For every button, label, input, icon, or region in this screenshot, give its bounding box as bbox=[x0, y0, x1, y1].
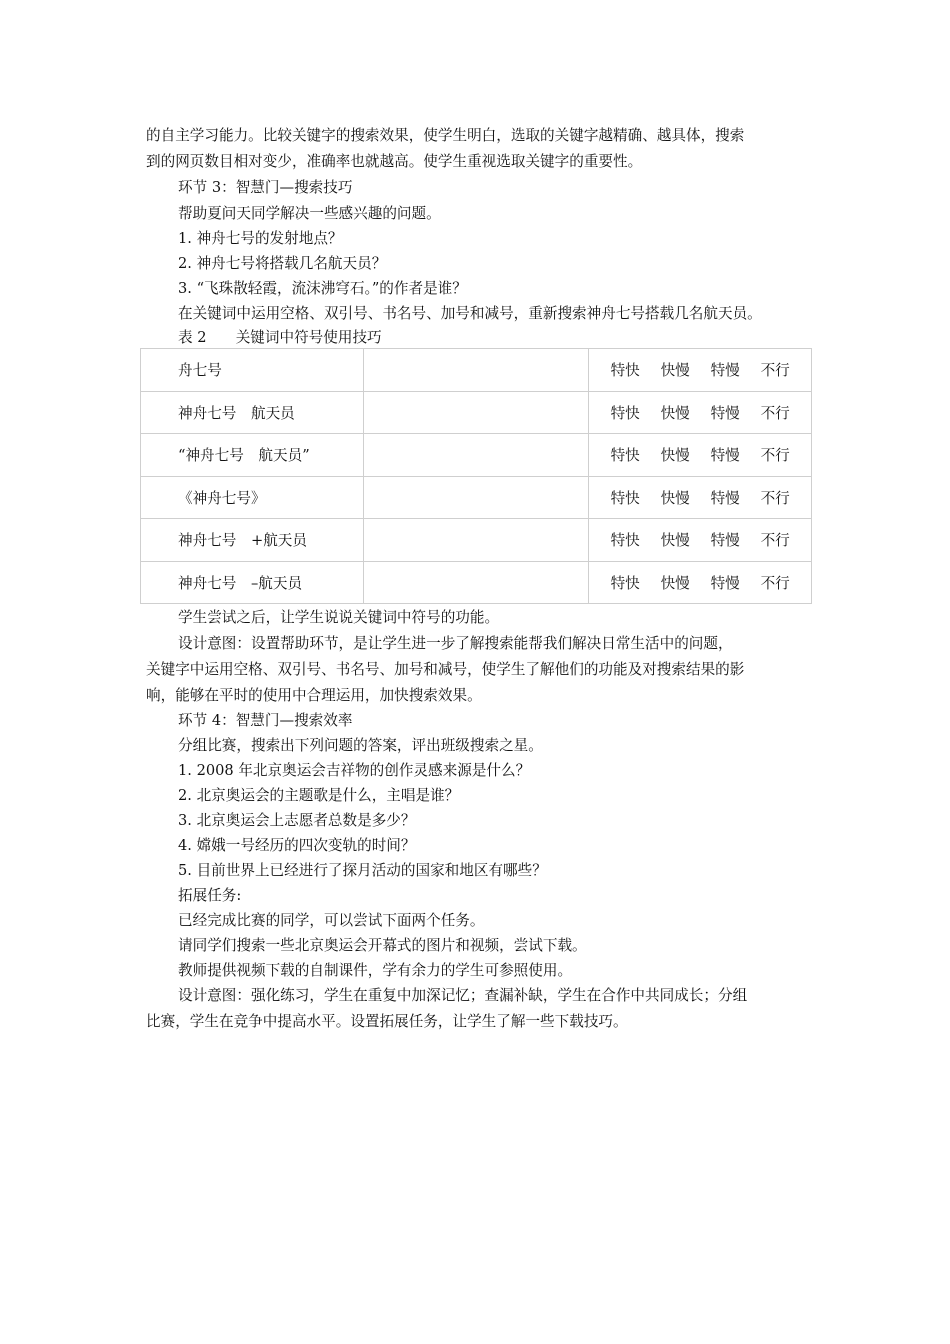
option-fail: 不行 bbox=[760, 574, 790, 592]
option-slow: 特慢 bbox=[710, 404, 740, 422]
empty-cell bbox=[364, 391, 588, 434]
paragraph-line: 的自主学习能力。比较关键字的搜索效果，使学生明白，选取的关键字越精确、越具体，搜索 bbox=[146, 127, 745, 144]
option-fast: 特快 bbox=[610, 447, 640, 465]
table-row bbox=[141, 519, 812, 562]
question-item: 1. 2008 年北京奥运会吉祥物的创作灵感来源是什么？ bbox=[178, 762, 531, 779]
paragraph-line: 已经完成比赛的同学，可以尝试下面两个任务。 bbox=[178, 912, 485, 929]
question-item: 2. 神舟七号将搭载几名航天员？ bbox=[178, 255, 387, 272]
paragraph-line: 教师提供视频下载的自制课件，学有余力的学生可参照使用。 bbox=[178, 962, 573, 979]
table-row bbox=[141, 476, 812, 519]
question-item: 2. 北京奥运会的主题歌是什么，主唱是谁？ bbox=[178, 787, 460, 804]
paragraph-line: 到的网页数目相对变少，准确率也就越高。使学生重视选取关键字的重要性。 bbox=[146, 153, 643, 170]
speed-options-cell bbox=[588, 349, 811, 392]
keyword-cell: 神舟七号 +航天员 bbox=[141, 519, 364, 562]
speed-options-cell bbox=[588, 476, 811, 519]
empty-cell bbox=[364, 476, 588, 519]
section-heading: 环节 3：智慧门—搜索技巧 bbox=[178, 179, 353, 196]
speed-options-cell bbox=[588, 519, 811, 562]
option-medium: 快慢 bbox=[660, 574, 690, 592]
table-row bbox=[141, 349, 812, 392]
paragraph-line: 设计意图：设置帮助环节，是让学生进一步了解搜索能帮我们解决日常生活中的问题， bbox=[178, 635, 733, 652]
paragraph-line: 响，能够在平时的使用中合理运用，加快搜索效果。 bbox=[146, 687, 482, 704]
option-fail: 不行 bbox=[760, 447, 790, 465]
keyword-cell: 神舟七号 航天员 bbox=[141, 391, 364, 434]
option-fast: 特快 bbox=[610, 532, 640, 550]
empty-cell bbox=[364, 561, 588, 604]
option-medium: 快慢 bbox=[660, 532, 690, 550]
question-item: 1. 神舟七号的发射地点？ bbox=[178, 230, 343, 247]
option-slow: 特慢 bbox=[710, 532, 740, 550]
keyword-cell: “神舟七号 航天员” bbox=[141, 434, 364, 477]
question-item: 3. 北京奥运会上志愿者总数是多少？ bbox=[178, 812, 416, 829]
table-row bbox=[141, 391, 812, 434]
keyword-cell: 舟七号 bbox=[141, 349, 364, 392]
option-fail: 不行 bbox=[760, 489, 790, 507]
option-fast: 特快 bbox=[610, 404, 640, 422]
paragraph-line: 设计意图：强化练习，学生在重复中加深记忆；查漏补缺，学生在合作中共同成长；分组 bbox=[178, 987, 748, 1004]
option-fail: 不行 bbox=[760, 532, 790, 550]
question-item: 3. “飞珠散轻霞，流沫沸穹石。”的作者是谁？ bbox=[178, 280, 467, 297]
empty-cell bbox=[364, 434, 588, 477]
keyword-cell: 《神舟七号》 bbox=[141, 476, 364, 519]
paragraph-line: 学生尝试之后，让学生说说关键词中符号的功能。 bbox=[178, 609, 500, 626]
speed-options-cell bbox=[588, 391, 811, 434]
table-caption: 表 2 关键词中符号使用技巧 bbox=[178, 329, 382, 346]
option-fail: 不行 bbox=[760, 404, 790, 422]
question-item: 5. 目前世界上已经进行了探月活动的国家和地区有哪些？ bbox=[178, 862, 547, 879]
speed-options-cell bbox=[588, 561, 811, 604]
option-slow: 特慢 bbox=[710, 362, 740, 380]
table-row bbox=[141, 434, 812, 477]
option-medium: 快慢 bbox=[660, 404, 690, 422]
option-medium: 快慢 bbox=[660, 489, 690, 507]
option-slow: 特慢 bbox=[710, 574, 740, 592]
option-fast: 特快 bbox=[610, 489, 640, 507]
paragraph-line: 帮助夏问天同学解决一些感兴趣的问题。 bbox=[178, 205, 441, 222]
option-slow: 特慢 bbox=[710, 447, 740, 465]
question-item: 4. 嫦娥一号经历的四次变轨的时间？ bbox=[178, 837, 416, 854]
option-medium: 快慢 bbox=[660, 447, 690, 465]
option-fast: 特快 bbox=[610, 362, 640, 380]
speed-options-cell bbox=[588, 434, 811, 477]
paragraph-line: 请同学们搜索一些北京奥运会开幕式的图片和视频，尝试下载。 bbox=[178, 937, 587, 954]
empty-cell bbox=[364, 519, 588, 562]
keyword-symbol-table bbox=[140, 348, 812, 604]
empty-cell bbox=[364, 349, 588, 392]
option-fast: 特快 bbox=[610, 574, 640, 592]
option-fail: 不行 bbox=[760, 362, 790, 380]
paragraph-line: 在关键词中运用空格、双引号、书名号、加号和减号，重新搜索神舟七号搭载几名航天员。 bbox=[178, 305, 762, 322]
option-medium: 快慢 bbox=[660, 362, 690, 380]
paragraph-line: 分组比赛，搜索出下列问题的答案，评出班级搜索之星。 bbox=[178, 737, 543, 754]
table-row bbox=[141, 561, 812, 604]
section-heading: 拓展任务: bbox=[178, 887, 242, 904]
paragraph-line: 比赛，学生在竞争中提高水平。设置拓展任务，让学生了解一些下载技巧。 bbox=[146, 1013, 628, 1030]
section-heading: 环节 4：智慧门—搜索效率 bbox=[178, 712, 353, 729]
paragraph-line: 关键字中运用空格、双引号、书名号、加号和减号，使学生了解他们的功能及对搜索结果的影 bbox=[146, 661, 745, 678]
keyword-cell: 神舟七号 –航天员 bbox=[141, 561, 364, 604]
option-slow: 特慢 bbox=[710, 489, 740, 507]
